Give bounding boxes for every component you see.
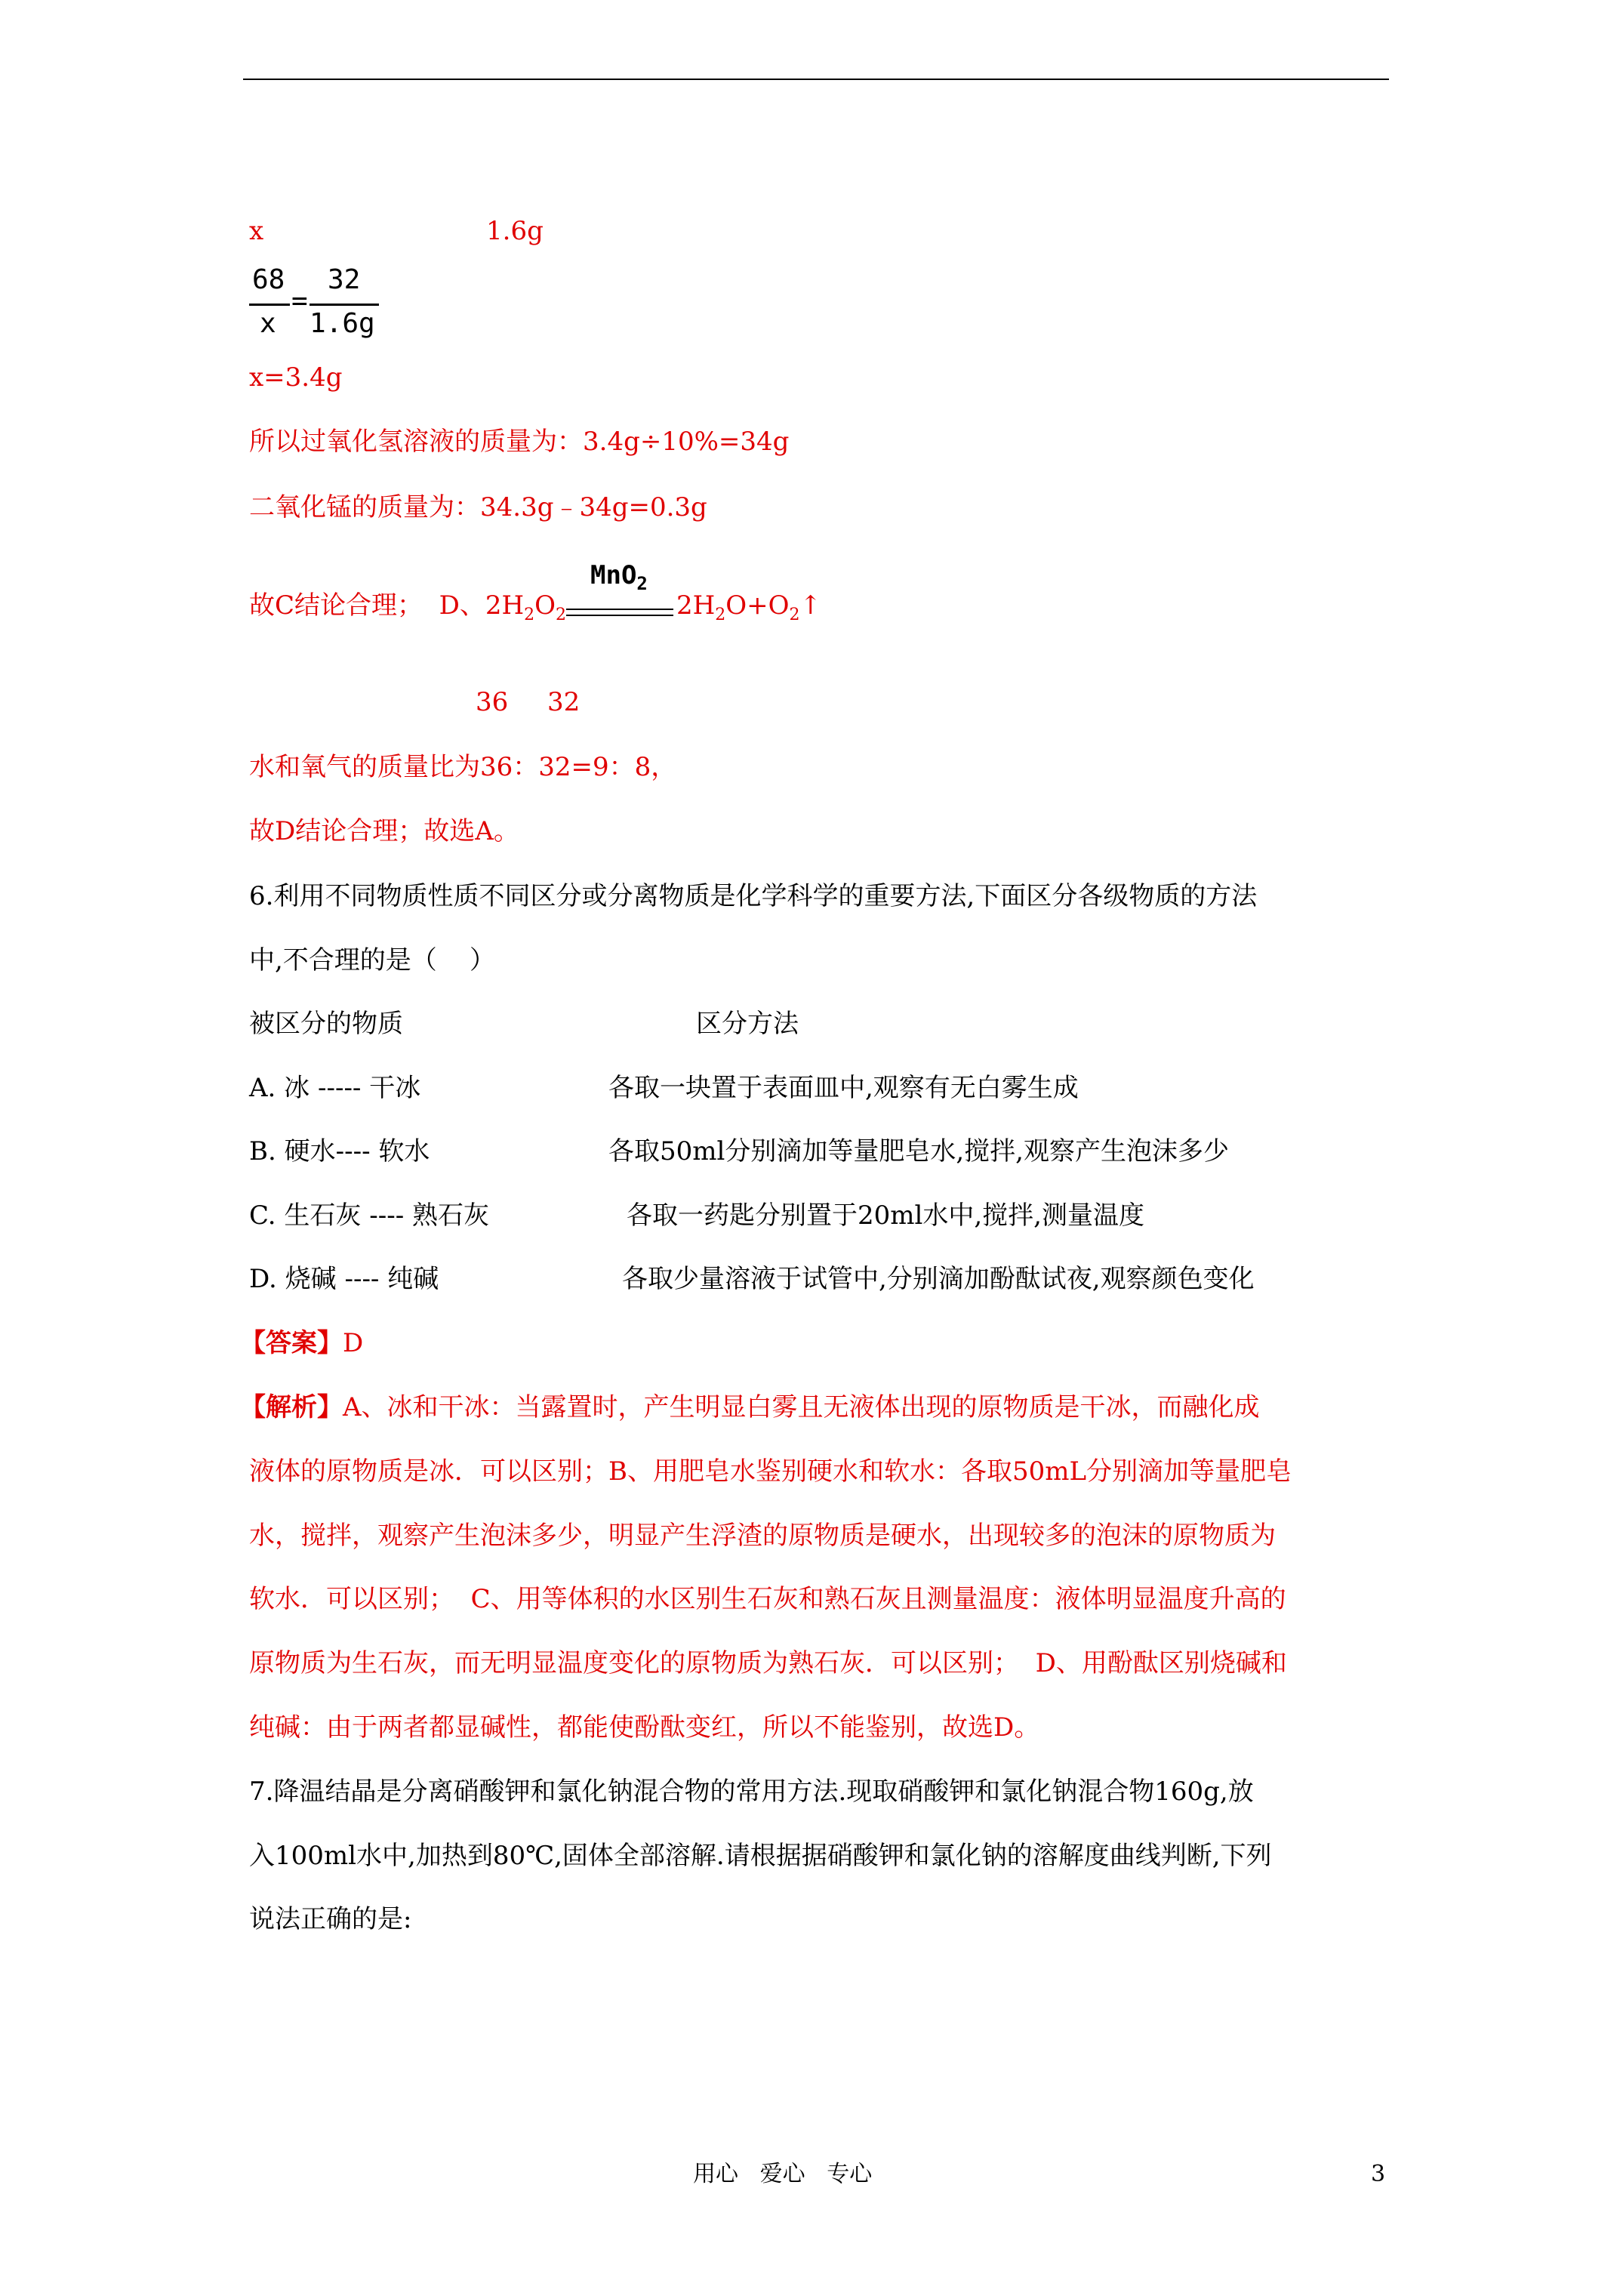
mass-32: 32 — [547, 687, 581, 717]
equation-sub-2b: 2 — [556, 606, 567, 624]
product-2h: 2H — [676, 590, 716, 621]
catalyst-label — [590, 560, 648, 594]
fraction-bar-1 — [249, 304, 290, 306]
q6-option-c-right: 各取一药匙分别置于20ml水中,搅拌,测量温度 — [627, 1200, 1144, 1231]
q7-stem-line-1: 7.降温结晶是分离硝酸钾和氯化钠混合物的常用方法.现取硝酸钾和氯化钠混合物160g,放 — [249, 1777, 1254, 1807]
q6-analysis-line-5: 原物质为生石灰，而无明显温度变化的原物质为熟石灰．可以区别； D、用酚酞区别烧碱和 — [249, 1648, 1287, 1678]
equation-prefix: 故C结论合理； D、2H — [249, 590, 525, 621]
chemical-equation — [249, 589, 566, 632]
equation-products — [676, 589, 821, 632]
equation-line-top — [566, 609, 673, 610]
mass-ratio: 水和氧气的质量比为36：32=9：8， — [249, 752, 677, 782]
q6-header-left: 被区分的物质 — [249, 1009, 403, 1039]
q6-analysis-line-2: 液体的原物质是冰．可以区别；B、用肥皂水鉴别硬水和软水：各取50mL分别滴加等量肥皂 — [249, 1456, 1292, 1487]
q6-answer — [240, 1327, 363, 1360]
q6-stem-line-2: 中,不合理的是（ ） — [249, 945, 496, 975]
q6-header-right: 区分方法 — [696, 1009, 799, 1039]
fraction-numerator-1: 68 — [252, 264, 285, 295]
calc-x-result: x=3.4g — [249, 362, 343, 393]
product-o-plus-o: O+O — [725, 590, 790, 621]
fraction-bar-2 — [310, 304, 379, 306]
q6-analysis-line-6: 纯碱：由于两者都显碱性，都能使酚酞变红，所以不能鉴别，故选D。 — [249, 1712, 1040, 1743]
q6-option-d-right: 各取少量溶液于试管中,分别滴加酚酞试夜,观察颜色变化 — [622, 1264, 1255, 1294]
catalyst-text: MnO — [590, 560, 637, 590]
catalyst-sub: 2 — [636, 573, 648, 594]
equation-line-bottom — [566, 615, 673, 616]
answer-value: D — [343, 1328, 364, 1358]
fraction-numerator-2: 32 — [328, 264, 361, 295]
gas-arrow: ↑ — [799, 590, 822, 621]
q6-option-b-right: 各取50ml分别滴加等量肥皂水,搅拌,观察产生泡沫多少 — [608, 1136, 1229, 1166]
q7-stem-line-2: 入100ml水中,加热到80℃,固体全部溶解.请根据据硝酸钾和氯化钠的溶解度曲线判断,下列 — [249, 1841, 1272, 1871]
q6-option-a-left: A. 冰 ----- 干冰 — [249, 1073, 421, 1103]
answer-tag: 【答案】 — [240, 1328, 343, 1358]
q6-analysis-line-4: 软水．可以区别； C、用等体积的水区别生石灰和熟石灰且测量温度：液体明显温度升高的 — [249, 1584, 1286, 1614]
fraction-equals: = — [291, 285, 308, 316]
q7-stem-line-3: 说法正确的是: — [249, 1904, 412, 1934]
mass-36: 36 — [476, 687, 509, 717]
equation-o: O — [534, 590, 556, 621]
calc-x-label: x — [249, 216, 264, 246]
q6-option-d-left: D. 烧碱 ---- 纯碱 — [249, 1264, 439, 1294]
header-rule — [243, 79, 1389, 80]
q6-option-b-left: B. 硬水---- 软水 — [249, 1136, 430, 1166]
fraction-denominator-1: x — [260, 308, 276, 339]
fraction-denominator-2: 1.6g — [310, 308, 375, 339]
product-sub-2a: 2 — [715, 606, 726, 624]
q6-analysis-line-3: 水，搅拌，观察产生泡沫多少，明显产生浮渣的原物质是硬水，出现较多的泡沫的原物质为 — [249, 1521, 1276, 1551]
proportion-fraction — [249, 264, 377, 347]
analysis-tag: 【解析】 — [240, 1392, 343, 1422]
calc-h2o2-mass: 所以过氧化氢溶液的质量为：3.4g÷10%=34g — [249, 427, 790, 457]
q6-stem-line-1: 6.利用不同物质性质不同区分或分离物质是化学科学的重要方法,下面区分各级物质的方法 — [249, 881, 1258, 911]
calc-x-value: 1.6g — [486, 216, 544, 246]
product-sub-2b: 2 — [789, 606, 800, 624]
equation-sub-2a: 2 — [524, 606, 535, 624]
q6-option-a-right: 各取一块置于表面皿中,观察有无白雾生成 — [608, 1073, 1079, 1103]
calc-conclusion: 故D结论合理；故选A。 — [249, 816, 519, 846]
q6-analysis-line-1 — [240, 1391, 1260, 1424]
q6-option-c-left: C. 生石灰 ---- 熟石灰 — [249, 1200, 489, 1231]
page-number: 3 — [1371, 2161, 1386, 2187]
analysis-text-1: A、冰和干冰：当露置时，产生明显白雾且无液体出现的原物质是干冰，而融化成 — [343, 1392, 1260, 1422]
calc-mno2-mass: 二氧化锰的质量为：34.3g﹣34g=0.3g — [249, 492, 707, 522]
footer-motto: 用心 爱心 专心 — [693, 2161, 873, 2187]
